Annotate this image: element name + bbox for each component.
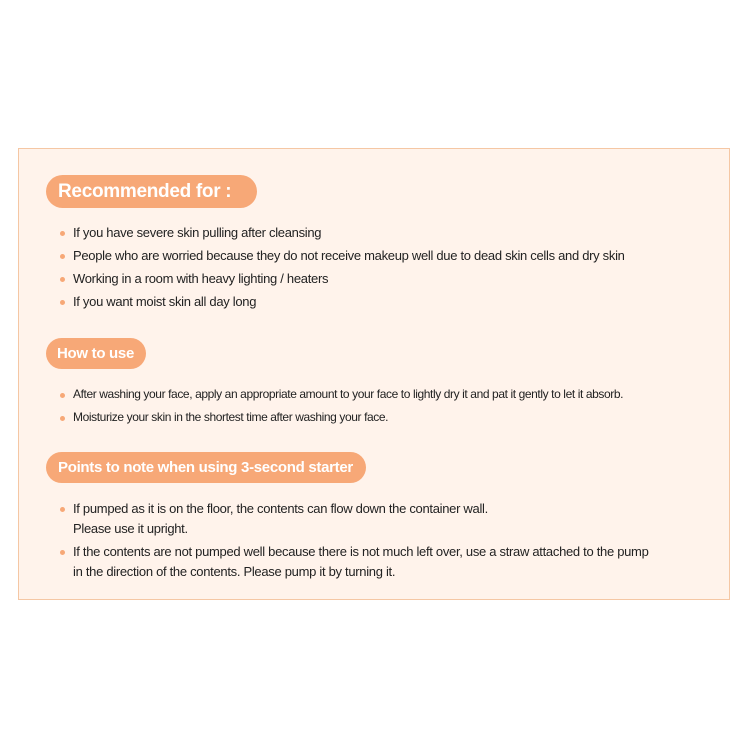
bullet-dot-icon xyxy=(60,277,65,282)
bullet-dot-icon xyxy=(60,416,65,421)
info-panel xyxy=(18,148,730,600)
list-item-text: Working in a room with heavy lighting / heaters xyxy=(73,271,329,286)
list-item-text: If pumped as it is on the floor, the contents can flow down the container wall. xyxy=(73,501,488,516)
list-item-text-continued: Please use it upright. xyxy=(73,521,188,536)
bullet-dot-icon xyxy=(60,300,65,305)
bullet-dot-icon xyxy=(60,231,65,236)
list-item-text: If you have severe skin pulling after cleansing xyxy=(73,225,322,240)
list-item xyxy=(60,542,649,582)
list-item-text-continued: in the direction of the contents. Please pump it by turning it. xyxy=(73,564,396,579)
how-to-use-list xyxy=(60,386,623,432)
bullet-dot-icon xyxy=(60,507,65,512)
list-item xyxy=(60,224,625,247)
recommended-for-list xyxy=(60,224,625,316)
list-item-text: Moisturize your skin in the shortest time after washing your face. xyxy=(73,410,389,424)
list-item xyxy=(60,386,623,409)
points-to-note-list xyxy=(60,499,649,585)
bullet-dot-icon xyxy=(60,550,65,555)
list-item xyxy=(60,499,649,539)
list-item xyxy=(60,409,623,432)
list-item xyxy=(60,270,625,293)
bullet-dot-icon xyxy=(60,393,65,398)
points-to-note-heading: Points to note when using 3-second starter xyxy=(46,452,366,483)
list-item-text: If you want moist skin all day long xyxy=(73,294,257,309)
list-item xyxy=(60,247,625,270)
list-item-text: If the contents are not pumped well because there is not much left over, use a straw attached to the pump xyxy=(73,544,649,559)
recommended-for-heading: Recommended for : xyxy=(46,175,257,208)
list-item-text: People who are worried because they do not receive makeup well due to dead skin cells and dry skin xyxy=(73,248,625,263)
list-item xyxy=(60,293,625,316)
how-to-use-heading: How to use xyxy=(46,338,146,369)
bullet-dot-icon xyxy=(60,254,65,259)
list-item-text: After washing your face, apply an appropriate amount to your face to lightly dry it and pat it gently to let it absorb. xyxy=(73,387,624,401)
